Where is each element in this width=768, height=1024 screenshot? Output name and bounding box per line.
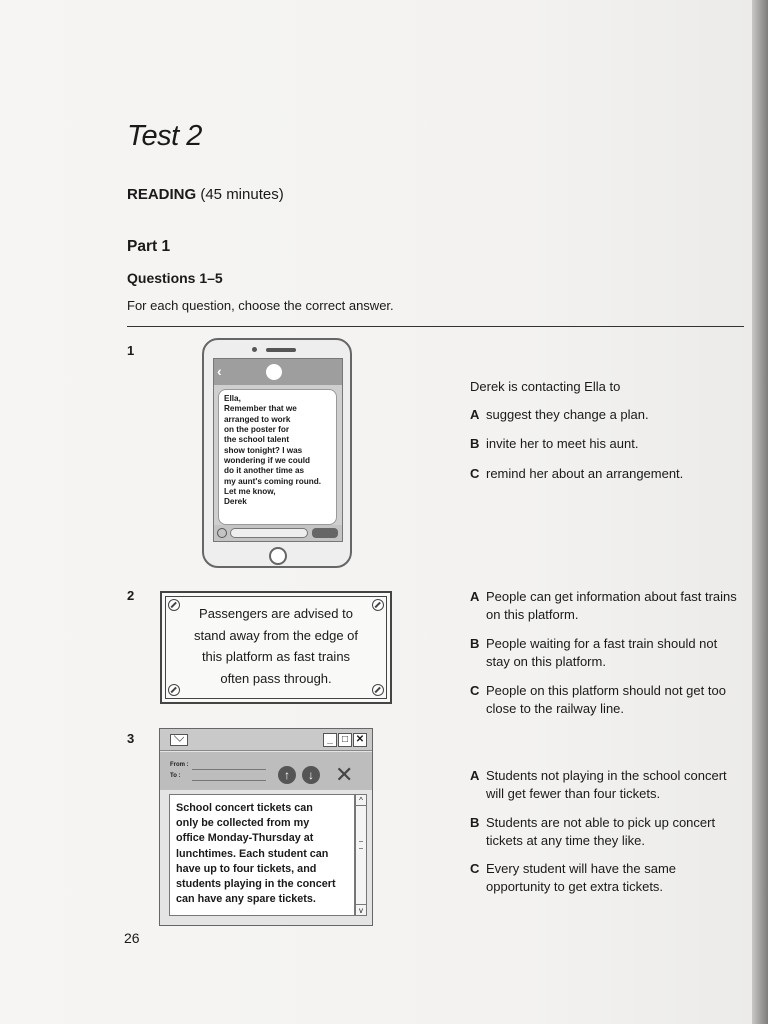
phone-topbar (214, 359, 342, 385)
home-button-icon (269, 547, 287, 565)
option-letter: B (470, 636, 480, 651)
option-text: People on this platform should not get too close to the railway line. (486, 683, 726, 716)
message-line: wondering if we could (224, 455, 310, 465)
send-icon (312, 528, 338, 538)
scroll-up-icon: ^ (356, 795, 366, 806)
minimize-icon: _ (323, 733, 337, 747)
email-titlebar (160, 729, 372, 751)
message-line: my aunt's coming round. (224, 476, 322, 486)
platform-sign (160, 591, 392, 704)
answer-option (470, 682, 742, 718)
email-window (159, 728, 373, 926)
to-label: To : (170, 773, 181, 779)
answer-option (470, 767, 742, 803)
section-heading (127, 186, 284, 203)
message-line: arranged to work (224, 414, 291, 424)
questions-heading: Questions 1–5 (127, 270, 223, 286)
sign-line: stand away from the edge of (193, 627, 359, 643)
option-letter: A (470, 768, 480, 783)
message-line: the school talent (224, 435, 290, 445)
message-line: on the poster for (224, 424, 290, 434)
email-line: have up to four tickets, and (176, 862, 317, 875)
delete-x-icon: ✕ (335, 762, 354, 787)
answer-option (470, 588, 742, 624)
option-letter: C (470, 466, 480, 481)
email-line: students playing in the concert (176, 878, 336, 891)
option-text: Students not playing in the school concert will get fewer than four tickets. (486, 768, 727, 801)
phone-speaker-icon (266, 348, 296, 352)
option-text: People waiting for a fast train should not stay on this platform. (486, 636, 718, 669)
phone-screen (213, 358, 343, 542)
instruction-text: For each question, choose the correct answer. (127, 298, 394, 313)
option-letter: A (470, 407, 480, 422)
option-letter: B (470, 436, 480, 451)
section-name: READING (127, 186, 197, 203)
email-scrollbar (355, 794, 367, 916)
question-stem: Derek is contacting Ella to (470, 379, 621, 394)
answer-option (470, 814, 742, 850)
from-line (192, 769, 266, 770)
arrow-up-icon: ↑ (278, 766, 296, 784)
page-number: 26 (124, 930, 140, 946)
sign-line: often pass through. (220, 670, 332, 686)
back-arrow-icon: ‹ (217, 363, 222, 379)
answer-option (470, 435, 742, 453)
message-line: show tonight? I was (224, 445, 303, 455)
answer-option (470, 406, 742, 424)
option-text: People can get information about fast trains on this platform. (486, 589, 737, 622)
option-letter: B (470, 815, 480, 830)
option-letter: C (470, 861, 480, 876)
option-text: Students are not able to pick up concert tickets at any time they like. (486, 815, 716, 848)
contact-avatar-icon (266, 364, 282, 380)
book-spine (752, 0, 768, 1024)
scroll-grip-icon (359, 841, 363, 849)
divider (127, 326, 744, 327)
message-line: do it another time as (224, 466, 305, 476)
scroll-down-icon: v (356, 904, 366, 915)
sign-line: this platform as fast trains (201, 649, 351, 664)
phone-illustration (202, 338, 352, 568)
message-line: Remember that we (224, 404, 297, 414)
close-window-icon: ✕ (353, 733, 367, 747)
email-line: only be collected from my (176, 817, 310, 830)
email-line: School concert tickets can (176, 802, 313, 814)
message-line: Let me know, (224, 486, 276, 496)
answer-option (470, 465, 742, 483)
question-number-2: 2 (127, 588, 135, 603)
arrow-down-icon: ↓ (302, 766, 320, 784)
option-text: invite her to meet his aunt. (486, 436, 639, 451)
to-line (192, 780, 266, 781)
window-buttons (323, 733, 367, 747)
section-time: (45 minutes) (200, 186, 284, 203)
answer-option (470, 635, 742, 671)
part-heading: Part 1 (127, 238, 171, 255)
question-number-1: 1 (127, 343, 135, 358)
option-letter: C (470, 683, 480, 698)
phone-camera-icon (252, 347, 257, 352)
sign-line: Passengers are advised to (199, 606, 353, 621)
test-title: Test 2 (127, 120, 202, 152)
question-number-3: 3 (127, 731, 135, 746)
maximize-icon: □ (338, 733, 352, 747)
email-line: can have any spare tickets. (176, 893, 316, 906)
option-text: Every student will have the same opportunity to get extra tickets. (486, 861, 677, 894)
sign-message (176, 603, 376, 689)
envelope-icon (170, 734, 188, 746)
option-letter: A (470, 589, 480, 604)
from-label: From : (170, 762, 189, 768)
email-line: office Monday-Thursday at (176, 832, 314, 845)
email-body (169, 794, 355, 916)
answer-option (470, 860, 742, 896)
message-line: Derek (224, 497, 247, 507)
phone-input-bar (214, 525, 342, 541)
option-text: suggest they change a plan. (486, 407, 649, 422)
message-line: Ella, (224, 394, 241, 403)
camera-icon (217, 528, 227, 538)
email-line: lunchtimes. Each student can (176, 847, 329, 860)
option-text: remind her about an arrangement. (486, 466, 684, 481)
message-field (230, 528, 308, 538)
text-message-bubble (218, 389, 337, 525)
